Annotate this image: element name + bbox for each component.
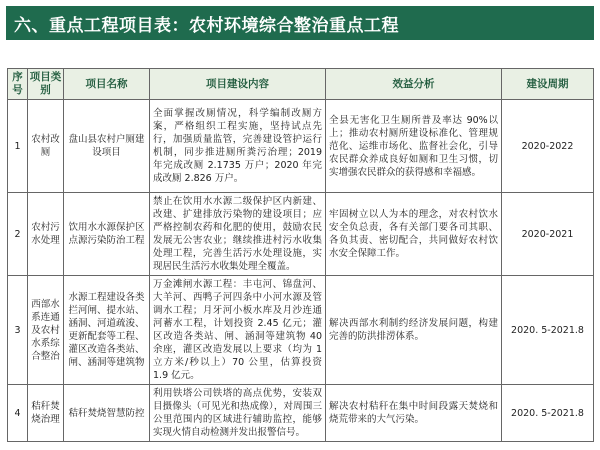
cell-period: 2020. 5-2021.8	[502, 276, 594, 385]
table-row	[8, 193, 594, 276]
cell-period: 2020-2021	[502, 193, 594, 276]
table-header-row	[8, 69, 594, 100]
page-title: 六、重点工程项目表：农村环境综合整治重点工程	[6, 6, 594, 40]
cell-type: 西部水系连通及农村水系综合整治	[28, 276, 64, 385]
header-type: 项目类别	[28, 69, 64, 100]
cell-no: 2	[8, 193, 28, 276]
cell-period: 2020-2022	[502, 100, 594, 193]
header-no: 序号	[8, 69, 28, 100]
header-name: 项目名称	[64, 69, 150, 100]
header-benefit: 效益分析	[326, 69, 502, 100]
cell-name: 盘山县农村户厕建设项目	[64, 100, 150, 193]
table-row	[8, 276, 594, 385]
cell-no: 3	[8, 276, 28, 385]
cell-benefit: 牢固树立以人为本的理念，对农村饮水安全负总责，各有关部门要各司其职、各负其责、密切配合，共同做好农村饮水安全保障工作。	[326, 193, 502, 276]
cell-no: 4	[8, 385, 28, 442]
cell-type: 农村改厕	[28, 100, 64, 193]
project-table	[7, 68, 594, 442]
project-table-container	[7, 68, 593, 442]
header-content: 项目建设内容	[150, 69, 326, 100]
cell-content: 全面掌握改厕情况，科学编制改厕方案，严格组织工程实施，坚持试点先行，加强质量监管，完善建设管护运行机制，同步推进厕所粪污治理；2019 年完成改厕 2.1735 万户；2020 年完成改厕 2.826 万户。	[150, 100, 326, 193]
cell-name: 水源工程建设各类拦河闸、提水站、涵洞、河道疏浚、更新配套等工程、灌区改造各类站、闸、涵洞等建筑物	[64, 276, 150, 385]
cell-type: 农村污水处理	[28, 193, 64, 276]
cell-name: 饮用水水源保护区点源污染防治工程	[64, 193, 150, 276]
cell-no: 1	[8, 100, 28, 193]
cell-content: 利用铁塔公司铁塔的高点优势，安装双目摄像头（可见光和热成像），对周围三公里范围内的区域进行辅助监控，能够实现火情自动检测并发出报警信号。	[150, 385, 326, 442]
cell-benefit: 全县无害化卫生厕所普及率达 90%以上；推动农村厕所建设标准化、管理规范化、运维市场化、监督社会化，引导农民群众养成良好如厕和卫生习惯，切实增强农民群众的获得感和幸福感。	[326, 100, 502, 193]
table-row	[8, 385, 594, 442]
cell-benefit: 解决西部水利制约经济发展问题，构建完善的防洪排涝体系。	[326, 276, 502, 385]
cell-period: 2020. 5-2021.8	[502, 385, 594, 442]
header-period: 建设周期	[502, 69, 594, 100]
cell-content: 万金滩闸水源工程：丰屯河、锦盘河、大羊河、西鸭子河四条中小河水源及管调水工程；月牙河小板水库及月沙连通河蓄水工程，计划投资 2.45 亿元；灌区改造各类站、闸、涵洞等建筑物 40 余座，灌区改造发展以上要求（均为 1 立方米/秒以上）70 公里，估算投资 1.9 亿元。	[150, 276, 326, 385]
cell-type: 秸秆焚烧治理	[28, 385, 64, 442]
cell-content: 禁止在饮用水水源二级保护区内新建、改建、扩建排放污染物的建设项目；应严格控制农药和化肥的使用，鼓励农民发展无公害农业；继续推进村污水收集处理工程，完善生活污水处理设施，实现居民生活污水收集处理全覆盖。	[150, 193, 326, 276]
cell-benefit: 解决农村秸秆在集中时间段露天焚烧和烧荒带来的大气污染。	[326, 385, 502, 442]
table-row	[8, 100, 594, 193]
cell-name: 秸秆焚烧智慧防控	[64, 385, 150, 442]
